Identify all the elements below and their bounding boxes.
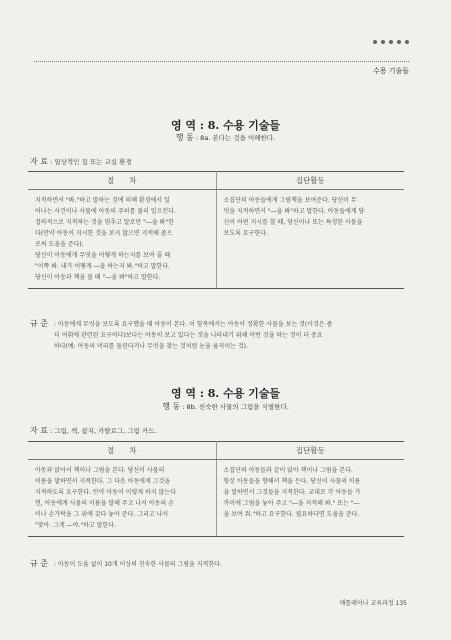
procedure-line: 지적하면서 "봐."하고 말하는 것에 의해 환경에서 일: [35, 197, 170, 204]
procedure-line: 당신이 아동에게 무엇을 어떻게 하는지를 보여 줄 때: [35, 252, 171, 259]
criterion-block: [30, 318, 410, 352]
criterion-line: 하다(예: 아동의 머리를 돌린다거나 무엇을 찾는 것처럼 눈을 움직이는 것).: [54, 343, 248, 350]
materials-line: [30, 425, 157, 436]
criterion-text: [54, 559, 410, 570]
procedure-cell: [28, 460, 216, 537]
domain-title: 영 역 : 8. 수용 기술들: [170, 119, 281, 132]
header-dot: [397, 40, 401, 44]
procedure-line: "이쪽 봐. 내가 어떻게 ―을 하는지 봐."하고 말한다.: [35, 263, 170, 270]
group-activity-line: 항상 아동들을 향해서 책을 든다. 당신이 사물의 이름: [223, 478, 361, 485]
procedure-line: 로써 도움을 준다).: [35, 241, 84, 248]
behavior-label: 행 동: [175, 133, 194, 142]
group-activity-line: 신이 어떤 지시를 할 때, 당신이나 또는 특정한 사물을: [223, 219, 363, 226]
procedure-line: 당신이 아동과 책을 볼 때 "―을 봐"하고 말한다.: [35, 274, 161, 281]
header-dot: [405, 40, 409, 44]
header-dot: [389, 40, 393, 44]
group-activity-line: 소집단의 아동들에게 그림책을 보여준다. 당신이 무: [223, 197, 357, 204]
procedure-line: 접하적으로 지적하는 것을 멈추고 말로만 "―을 봐"한: [35, 219, 174, 226]
group-activity-header: 집단활동: [216, 172, 404, 190]
group-activity-header: 집단활동: [216, 442, 404, 460]
materials-line: [30, 156, 132, 167]
page-footer: 애틀레이나 교육과정 135: [339, 600, 407, 607]
procedure-line: "맞아. 그게 ―야."하고 말한다.: [35, 522, 116, 529]
section-tag: 수용 기술들: [372, 67, 409, 75]
materials-text: : 그림, 책, 잡지, 카탈로그, 그림 카드.: [50, 427, 157, 435]
procedure-line: 이나 손가락을 그 위에 갖다 놓아 준다. 그리고 나서: [35, 511, 169, 518]
group-activity-line: 을 말하면서 그것들을 지적한다. 교대로 각 아동들 가: [223, 489, 361, 496]
criterion-text: [54, 319, 410, 352]
header-dot: [381, 40, 385, 44]
materials-text: : 일상적인 집 또는 교실 환경: [50, 158, 132, 166]
procedure-line: 면, 아동에게 사물의 이름을 말해 주고 나서 아동의 손: [35, 500, 174, 507]
criterion-label: 규 준: [30, 559, 48, 568]
domain-title: 영 역 : 8. 수용 기술들: [170, 387, 281, 400]
procedure-table: [28, 441, 404, 537]
criterion-block: [30, 558, 410, 570]
header-rule: [34, 61, 409, 62]
procedure-cell: [28, 190, 216, 289]
procedure-line: 지적하도록 요구한다. 만약 아동이 이렇게 하지 않는다: [35, 489, 176, 496]
procedure-header: 절 차: [28, 442, 216, 460]
behavior-text: : 8a. 본다는 것을 이해한다.: [195, 134, 276, 142]
header-dot: [373, 40, 377, 44]
criterion-label: 규 준: [30, 319, 48, 328]
procedure-line: 아동과 앉아서 책이나 그림을 본다. 당신이 사물의: [35, 467, 165, 474]
procedure-line: 어나는 사건이나 사물에 아동의 주의를 불러 일으킨다.: [35, 208, 176, 215]
criterion-line: : 아동에게 무엇을 보도록 요구했을 때 아동이 본다. 이 항목에서는 아동이 정확한 사물을 보는 것(이것은 좀: [54, 321, 333, 328]
materials-label: 자 료: [30, 426, 48, 435]
behavior-line: [0, 132, 451, 143]
header-dots: [373, 40, 409, 44]
group-activity-line: 까이에 그림을 놓아 주고 "―을 지적해 봐." 또는 "―: [223, 500, 360, 507]
materials-label: 자 료: [30, 157, 48, 166]
group-activity-line: 소집단의 아동들과 같이 앉아 책이나 그림을 본다.: [223, 467, 353, 474]
criterion-line: 더 어휘에 관련된 요구이다)보다는 아동이 보고 있다는 것을 나타내기 위해 어떤 것을 하는 것이 더 중요: [54, 332, 323, 339]
group-activity-line: 엇을 지적하면서 "―을 봐"하고 말한다. 아동들에게 당: [223, 208, 365, 215]
procedure-header: 절 차: [28, 172, 216, 190]
group-activity-line: 을 보여 줘."하고 요구한다. 필요하다면 도움을 준다.: [223, 511, 360, 518]
group-activity-cell: [216, 190, 404, 289]
group-activity-cell: [216, 460, 404, 537]
criterion-line: : 아동이 도움 없이 10개 이상의 친숙한 사물의 그림을 지적한다.: [54, 561, 222, 568]
behavior-text: : 8b. 친숙한 사물의 그림을 식별한다.: [182, 403, 289, 411]
procedure-table: [28, 171, 404, 289]
behavior-label: 행 동: [162, 402, 181, 411]
procedure-line: 다(만약 아동이 지시한 것을 보지 않으면 지적해 줌으: [35, 230, 173, 237]
behavior-line: [0, 401, 451, 412]
group-activity-line: 보도록 요구한다.: [223, 230, 268, 237]
procedure-line: 이름을 말하면서 지적한다. 그 다음 아동에게 그것을: [35, 478, 171, 485]
